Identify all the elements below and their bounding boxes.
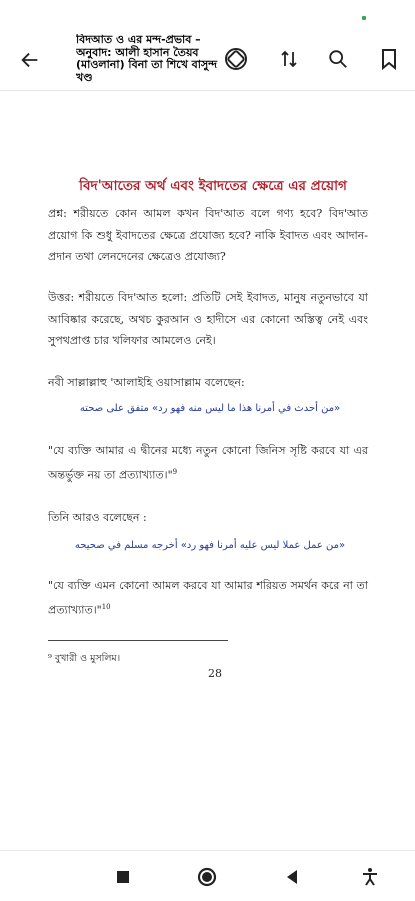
system-navigation-bar [0, 850, 415, 901]
arabic-hadith-2: «من عمل عملا ليس عليه أمرنا فهو رد» أخرجه مسلم في صحيحه [74, 540, 346, 551]
arabic-hadith-1: «من أحدث في أمرنا هذا ما ليس منه فهو رد» متفق على صحته [79, 403, 341, 414]
translation-1 [48, 440, 368, 486]
sort-arrows-icon[interactable] [274, 42, 304, 76]
stop-icon[interactable] [112, 866, 134, 888]
he-also-said-line: তিনি আরও বলেছেন : [48, 511, 147, 524]
footnote-ref-2[interactable]: 10 [101, 602, 111, 611]
question-paragraph: প্রশ্ন: শরীয়তে কোন আমল কখন বিদ'আত বলে গণ্য হবে? বিদ'আত প্রয়োগ কি শুধু ইবাদতের ক্ষেত্রে প্রযোজ্য হবে? নাকি ইবাদত এবং আদান-প্রদান তথা লেনদেনের ক্ষেত্রেও প্রযোজ্য? [48, 207, 368, 263]
rotate-icon[interactable] [219, 42, 253, 76]
footnote-text: ⁹ বুখারী ও মুসলিম। [48, 653, 121, 664]
status-indicator-dot [362, 16, 366, 20]
search-icon[interactable] [322, 42, 354, 76]
book-title: বিদআত ও এর মন্দ-প্রভাব – অনুবাদ: আলী হাসান তৈয়ব (মাওলানা) বিনা তা শিখে বাসুন্দ খণ্ড [76, 34, 218, 84]
footnote-divider [48, 640, 228, 641]
translation-1-text: "যে ব্যক্তি আমার এ দ্বীনের মধ্যে নতুন কোনো জিনিস সৃষ্টি করবে যা এর অন্তর্ভুক্ত নয় তা প্রত্যাখ্যাত।" [48, 444, 368, 482]
translation-2 [48, 575, 368, 621]
home-circle-icon[interactable] [195, 865, 219, 889]
footnote-ref-1[interactable]: 9 [172, 467, 178, 476]
bookmark-icon[interactable] [374, 42, 404, 76]
app-bar [0, 30, 415, 91]
answer-paragraph: উত্তর: শরীয়তে বিদ'আত হলো: প্রতিটি সেই ইবাদত, মানুষ নতুনভাবে যা আবিষ্কার করেছে, অথচ কুরআন ও হাদীসে এর কোনো অস্তিত্ব নেই এবং সুপথপ্রাপ্ত চার খলিফার আমলেও নেই। [48, 291, 368, 347]
section-heading: বিদ'আতের অর্থ এবং ইবাদতের ক্ষেত্রে এর প্রয়োগ [79, 178, 347, 194]
translation-2-text: "যে ব্যক্তি এমন কোনো আমল করবে যা আমার শরিয়ত সমর্থন করে না তা প্রত্যাখ্যাত।" [48, 579, 368, 617]
back-triangle-icon[interactable] [281, 866, 303, 888]
prophet-said-line: নবী সাল্লাল্লাহু 'আলাইহি ওয়াসাল্লাম বলেছেন: [48, 376, 245, 389]
accessibility-icon[interactable] [357, 864, 383, 890]
page-number: 28 [208, 667, 222, 680]
back-arrow-icon[interactable] [14, 44, 46, 76]
